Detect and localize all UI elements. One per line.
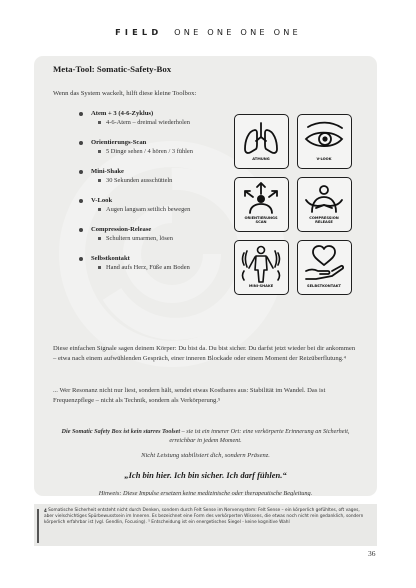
icon-label: MINI-SHAKE: [248, 284, 274, 288]
safety-box-card: [34, 56, 377, 496]
hug-icon: [297, 177, 352, 232]
running-header: [0, 27, 416, 37]
header-rest: ONE ONE ONE ONE: [174, 27, 301, 37]
eye-icon: [297, 114, 352, 169]
tool-item: [79, 225, 229, 254]
footnote-text: Somatische Sicherheit entsteht nicht durch Denken, sondern durch Felt Sense im Nervensystem: Felt Sense – ein körperlich gefühltes, oft vages, aber vielschichtiges Spürbewusstsein im Inneren. Es bezeichnet eine Form des verkörperten Wissens, die etwas noch nicht rein gedanklich, sondern körperlich erfahrbar ist (vgl. Gendlin, Focusing). ⁵ Entscheidung ist ein energetisches Siegel - keine kognitive Wahl: [44, 508, 364, 525]
tool-description: 4-6-Atem – dreimal wiederholen: [79, 118, 229, 127]
quote-safety-box: [53, 427, 358, 445]
tool-heading: Compression-Release: [79, 225, 229, 234]
quote-safety-box-rest: – sie ist ein innerer Ort: eine verkörperte Erinnerung an Sicherheit, erreichbar in jedem Moment.: [169, 428, 350, 444]
tool-item: [79, 167, 229, 196]
tool-description: Schultern umarmen, lösen: [79, 234, 229, 243]
quote-presence: Nicht Leistung stabilisiert dich, sondern Präsenz.: [141, 452, 270, 459]
heart-hand-icon: [297, 240, 352, 295]
card-title: Meta-Tool: Somatic-Safety-Box: [53, 64, 172, 74]
icon-label: ORIENTIERUNGS SCAN: [244, 216, 278, 225]
shake-icon: [234, 240, 289, 295]
tool-item: [79, 138, 229, 167]
orientation-icon: [234, 177, 289, 232]
tool-heading: Mini-Shake: [79, 167, 229, 176]
intro-text: Wenn das System wackelt, hilft diese kleine Toolbox:: [53, 90, 197, 97]
footnote-mark: 4: [44, 508, 47, 513]
page-number: 36: [368, 549, 376, 558]
tool-description: 30 Sekunden ausschütteln: [79, 176, 229, 185]
affirmation: „Ich bin hier. Ich bin sicher. Ich darf fühlen.“: [124, 470, 287, 480]
tool-item: [79, 109, 229, 138]
paragraph-signals: Diese einfachen Signale sagen deinem Körper: Du bist da. Du bist sicher. Du darfst jetzt wieder bei dir ankommen – etwa nach einem aufwühlenden Gespräch, einer inneren Blockade oder einem Moment der Reizüberflutung.⁴: [53, 345, 356, 362]
medical-hint: Hinweis: Diese Impulse ersetzen keine medizinische oder therapeutische Begleitung.: [98, 490, 313, 496]
icon-label: ATMUNG: [252, 157, 270, 161]
header-brand: FIELD: [115, 27, 163, 37]
icon-label: SELBSTKONTAKT: [307, 284, 341, 288]
icon-label: COMPRESSION RELEASE: [309, 216, 339, 225]
lungs-icon: [234, 114, 289, 169]
tool-heading: Selbstkontakt: [79, 254, 229, 263]
tool-heading: V-Look: [79, 196, 229, 205]
tool-item: [79, 196, 229, 225]
tool-list: [79, 109, 229, 283]
footnote: [34, 504, 377, 546]
tool-heading: Orientierungs-Scan: [79, 138, 229, 147]
paragraph-resonance: ... Wer Resonanz nicht nur liest, sondern hält, sendet etwas Kostbares aus: Stabilität im Wandel. Das ist Frequenzpflege – nicht als Technik, sondern als Verkörperung.⁵: [53, 387, 326, 404]
tool-description: 5 Dinge sehen / 4 hören / 3 fühlen: [79, 147, 229, 156]
tool-description: Hand aufs Herz, Füße am Boden: [79, 263, 229, 272]
icon-label: V-LOOK: [316, 157, 332, 161]
tool-item: [79, 254, 229, 283]
tool-heading: Atem + 3 (4-6-Zyklus): [79, 109, 229, 118]
tool-description: Augen langsam seitlich bewegen: [79, 205, 229, 214]
quote-safety-box-bold: Die Somatic Safety Box ist kein starres Toolset: [61, 428, 181, 435]
